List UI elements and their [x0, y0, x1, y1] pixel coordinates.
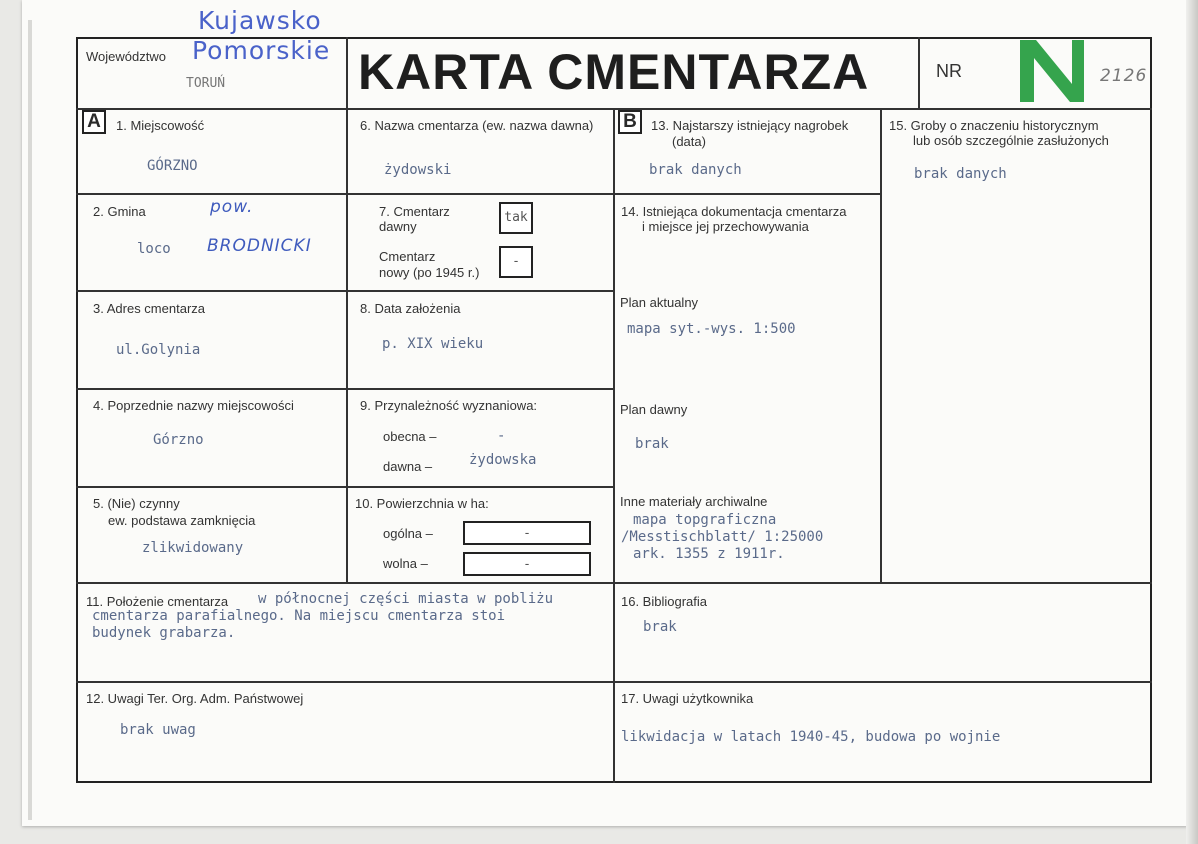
field-5-value: zlikwidowany — [142, 540, 244, 556]
field-7-old-label: dawny — [379, 219, 417, 234]
nr-letter-stamp — [1014, 36, 1102, 108]
field-11-label: 11. Położenie cmentarza — [86, 594, 229, 609]
field-4-label: 4. Poprzednie nazwy miejscowości — [93, 398, 294, 413]
field-10-total-label: ogólna – — [383, 526, 433, 541]
field-3-label: 3. Adres cmentarza — [93, 301, 205, 316]
field-14-other-line3: ark. 1355 z 1911r. — [633, 546, 785, 562]
field-2-hand-top: pow. — [210, 197, 254, 217]
field-17-value: likwidacja w latach 1940-45, budowa po wojnie — [621, 729, 1001, 745]
field-4-value: Górzno — [153, 432, 204, 448]
nr-number: 2126 — [1100, 66, 1148, 86]
field-17-label: 17. Uwagi użytkownika — [621, 691, 754, 706]
nr-label: NR — [936, 61, 962, 81]
header-divider-right — [918, 37, 920, 109]
field-9-label: 9. Przynależność wyznaniowa: — [360, 398, 538, 413]
col-divider-1 — [346, 108, 348, 582]
field-14-label-line2: i miejsce jej przechowywania — [642, 219, 809, 234]
region-stamp-line2: Pomorskie — [192, 36, 331, 65]
page-title: KARTA CMENTARZA — [358, 44, 870, 100]
field-10-free-box: - — [463, 552, 591, 576]
field-15-label-line2: lub osób szczególnie zasłużonych — [913, 133, 1109, 148]
field-2-label: 2. Gmina — [93, 204, 146, 219]
field-7-new-label2: nowy (po 1945 r.) — [379, 265, 480, 280]
field-12-value: brak uwag — [120, 722, 196, 738]
field-16-value: brak — [643, 619, 677, 635]
field-14-other-line1: mapa topgraficzna — [633, 512, 777, 528]
field-13-label-line2: (data) — [672, 134, 706, 149]
field-11-value-line2: cmentarza parafialnego. Na miejscu cmentarza stoi — [92, 608, 506, 624]
field-9-former-label: dawna – — [383, 459, 433, 474]
field-9-former-value: żydowska — [469, 452, 537, 468]
field-8-label: 8. Data założenia — [360, 301, 461, 316]
field-2-value: loco — [137, 241, 171, 257]
field-8-value: p. XIX wieku — [382, 336, 484, 352]
section-a-marker: A — [82, 110, 106, 134]
field-6-label: 6. Nazwa cmentarza (ew. nazwa dawna) — [360, 118, 594, 133]
field-13-label-line1: 13. Najstarszy istniejący nagrobek — [651, 118, 849, 133]
row-divider-6 — [76, 681, 1152, 683]
row-divider-4 — [76, 486, 614, 488]
field-15-value: brak danych — [914, 166, 1007, 182]
row-divider-3 — [76, 388, 614, 390]
field-7-old-checkbox: tak — [499, 202, 533, 234]
field-14-label-line1: 14. Istniejąca dokumentacja cmentarza — [621, 204, 847, 219]
field-1-value: GÓRZNO — [147, 158, 198, 174]
field-14-other-label: Inne materiały archiwalne — [620, 494, 768, 509]
field-10-total-box: - — [463, 521, 591, 545]
row-divider-5 — [76, 582, 1152, 584]
stacked-sheet-edge — [28, 20, 32, 820]
row-divider-2 — [76, 290, 614, 292]
field-11-value-line1: w północnej części miasta w pobliżu — [258, 591, 554, 607]
field-6-value: żydowski — [384, 162, 452, 178]
field-15-label-line1: 15. Groby o znaczeniu historycznym — [889, 118, 1099, 133]
field-9-current-label: obecna – — [383, 429, 437, 444]
field-14-plan-current-value: mapa syt.-wys. 1:500 — [627, 321, 796, 337]
field-14-plan-current-label: Plan aktualny — [620, 295, 699, 310]
field-12-label: 12. Uwagi Ter. Org. Adm. Państwowej — [86, 691, 304, 706]
voivodeship-value: TORUŃ — [186, 76, 226, 91]
field-3-value: ul.Golynia — [116, 342, 201, 358]
field-9-current-value: - — [497, 428, 506, 444]
field-7-label: 7. Cmentarz — [379, 204, 450, 219]
section-b-marker: B — [618, 110, 642, 134]
field-5-label-line2: ew. podstawa zamknięcia — [108, 513, 256, 528]
field-11-value-line3: budynek grabarza. — [92, 625, 236, 641]
field-16-label: 16. Bibliografia — [621, 594, 707, 609]
field-5-label-line1: 5. (Nie) czynny — [93, 496, 180, 511]
field-2-hand-bottom: BRODNICKI — [207, 236, 312, 256]
region-stamp-line1: Kujawsko — [198, 6, 322, 35]
field-14-other-line2: /Messtischblatt/ 1:25000 — [621, 529, 824, 545]
col-divider-3 — [880, 108, 882, 582]
voivodeship-label: Województwo — [86, 49, 166, 64]
header-divider-left — [346, 37, 348, 109]
field-10-label: 10. Powierzchnia w ha: — [355, 496, 489, 511]
field-7-new-checkbox: - — [499, 246, 533, 278]
field-10-free-label: wolna – — [383, 556, 428, 571]
field-1-label: 1. Miejscowość — [116, 118, 205, 133]
scan-right-edge — [1186, 0, 1198, 844]
field-14-plan-old-label: Plan dawny — [620, 402, 688, 417]
row-divider-1 — [76, 193, 880, 195]
field-14-plan-old-value: brak — [635, 436, 669, 452]
field-7-new-label1: Cmentarz — [379, 249, 436, 264]
field-13-value: brak danych — [649, 162, 742, 178]
